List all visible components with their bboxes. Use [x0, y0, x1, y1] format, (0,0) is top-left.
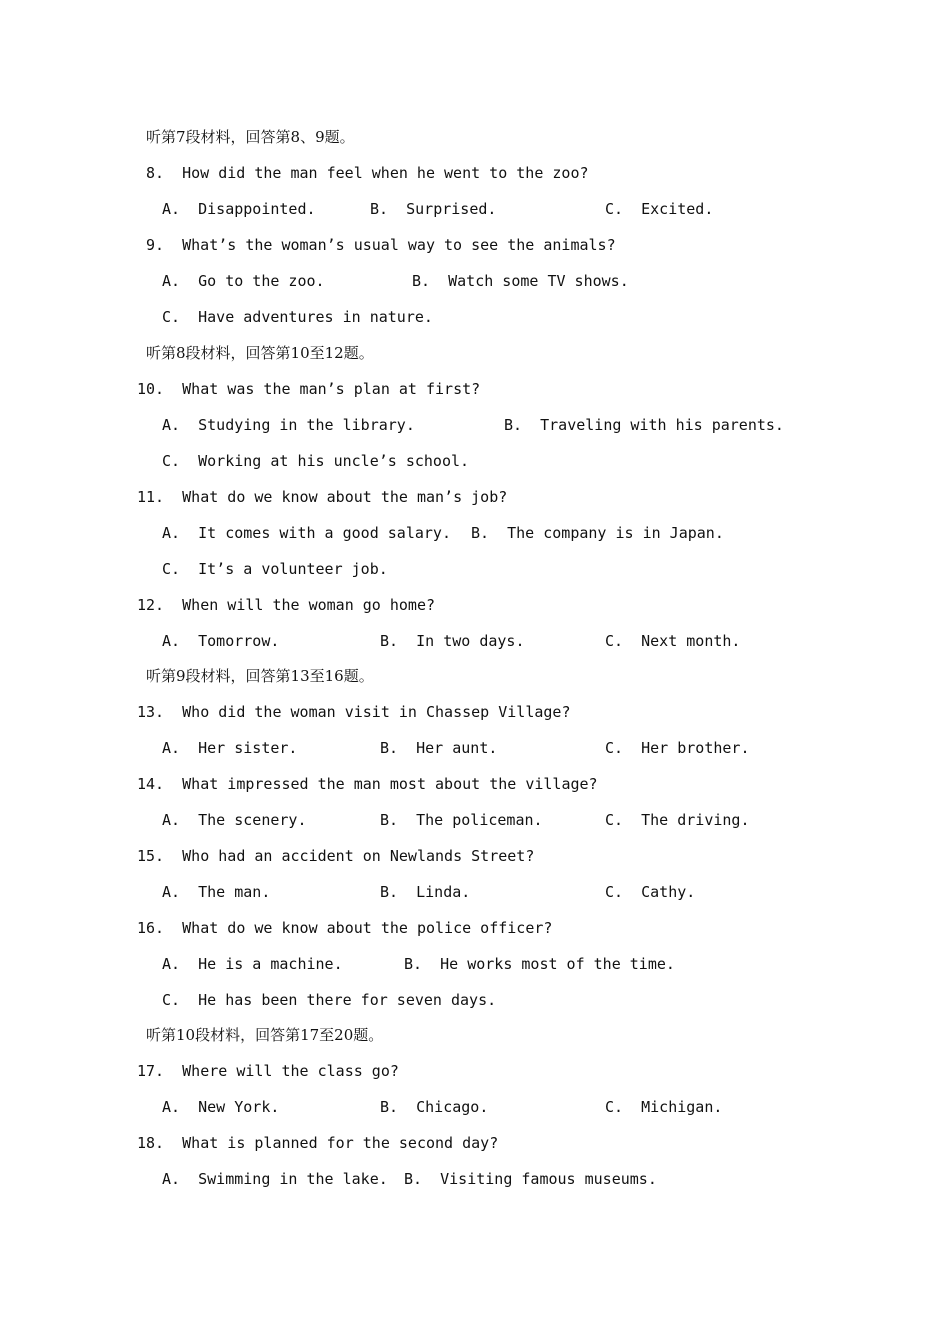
option-8c: C. Excited. [605, 200, 714, 218]
question-12: 12. When will the woman go home? [137, 596, 436, 614]
option-10c: C. Working at his uncle’s school. [162, 452, 470, 470]
option-11a: A. It comes with a good salary. [162, 524, 451, 542]
option-15b: B. Linda. [380, 883, 471, 901]
question-9: 9. What’s the woman’s usual way to see the animals? [146, 236, 616, 254]
question-10: 10. What was the man’s plan at first? [137, 380, 481, 398]
question-16: 16. What do we know about the police officer? [137, 919, 553, 937]
option-12c: C. Next month. [605, 632, 741, 650]
option-14b: B. The policeman. [380, 811, 543, 829]
option-13c: C. Her brother. [605, 739, 750, 757]
option-17a: A. New York. [162, 1098, 280, 1116]
question-8: 8. How did the man feel when he went to the zoo? [146, 164, 589, 182]
option-14a: A. The scenery. [162, 811, 307, 829]
question-15: 15. Who had an accident on Newlands Street? [137, 847, 535, 865]
option-15c: C. Cathy. [605, 883, 696, 901]
section-heading: 听第10段材料，回答第17至20题。 [146, 1026, 384, 1044]
option-16b: B. He works most of the time. [404, 955, 675, 973]
option-9b: B. Watch some TV shows. [412, 272, 629, 290]
option-16a: A. He is a machine. [162, 955, 343, 973]
option-11c: C. It’s a volunteer job. [162, 560, 388, 578]
option-12a: A. Tomorrow. [162, 632, 280, 650]
option-9a: A. Go to the zoo. [162, 272, 325, 290]
option-10a: A. Studying in the library. [162, 416, 415, 434]
section-heading: 听第9段材料，回答第13至16题。 [146, 667, 374, 685]
option-17c: C. Michigan. [605, 1098, 723, 1116]
option-13a: A. Her sister. [162, 739, 298, 757]
option-17b: B. Chicago. [380, 1098, 489, 1116]
option-8b: B. Surprised. [370, 200, 497, 218]
question-17: 17. Where will the class go? [137, 1062, 399, 1080]
option-16c: C. He has been there for seven days. [162, 991, 497, 1009]
option-12b: B. In two days. [380, 632, 525, 650]
option-10b: B. Traveling with his parents. [504, 416, 784, 434]
option-14c: C. The driving. [605, 811, 750, 829]
option-15a: A. The man. [162, 883, 271, 901]
option-8a: A. Disappointed. [162, 200, 316, 218]
question-13: 13. Who did the woman visit in Chassep Village? [137, 703, 571, 721]
option-9c: C. Have adventures in nature. [162, 308, 433, 326]
option-11b: B. The company is in Japan. [471, 524, 724, 542]
option-18b: B. Visiting famous museums. [404, 1170, 657, 1188]
question-14: 14. What impressed the man most about the village? [137, 775, 598, 793]
option-18a: A. Swimming in the lake. [162, 1170, 388, 1188]
question-11: 11. What do we know about the man’s job? [137, 488, 508, 506]
section-heading: 听第7段材料，回答第8、9题。 [146, 128, 355, 146]
question-18: 18. What is planned for the second day? [137, 1134, 499, 1152]
section-heading: 听第8段材料，回答第10至12题。 [146, 344, 374, 362]
option-13b: B. Her aunt. [380, 739, 498, 757]
